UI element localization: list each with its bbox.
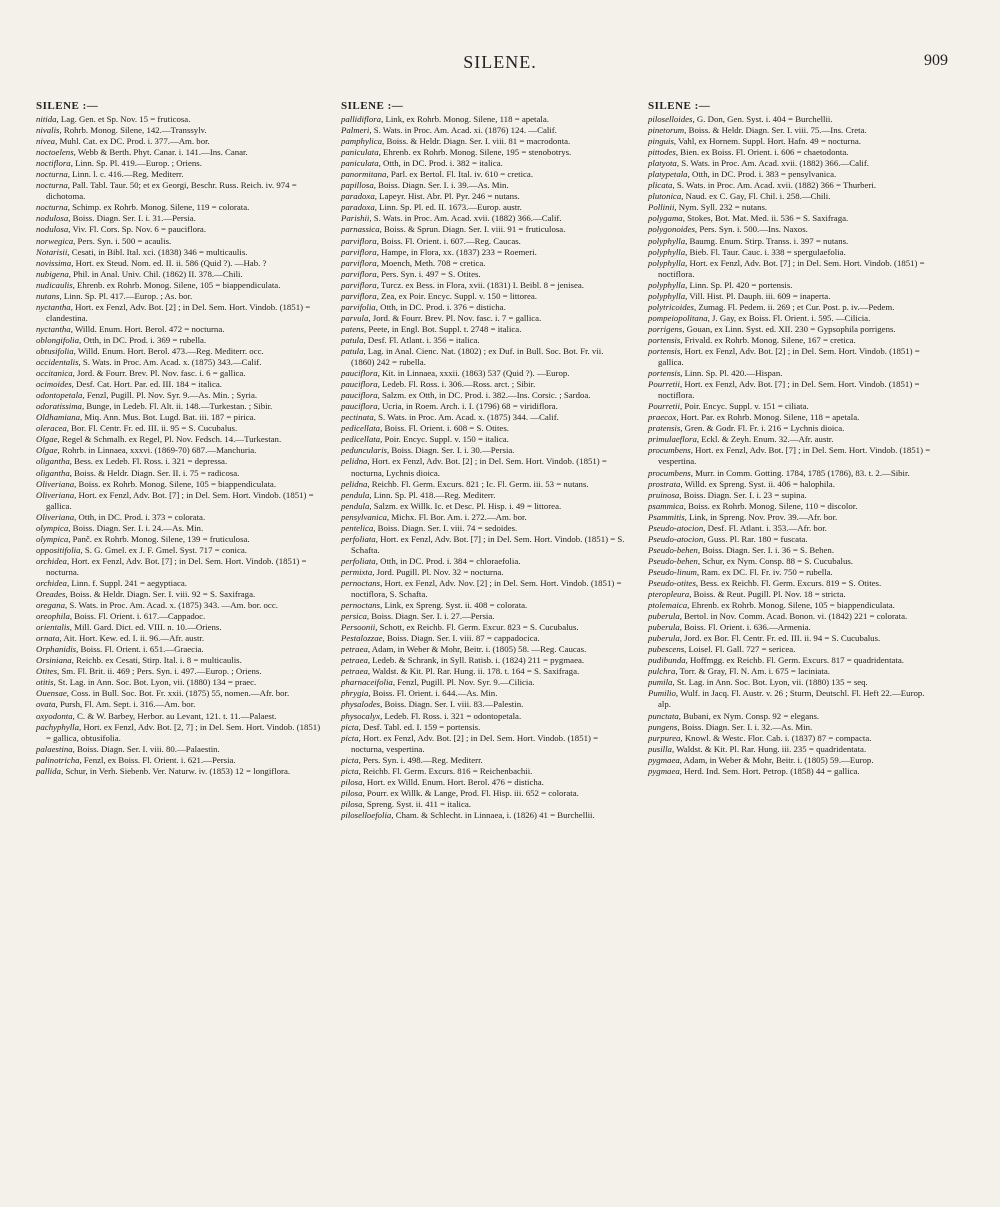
index-entry: ocimoides, Desf. Cat. Hort. Par. ed. III. 184 = italica. xyxy=(36,379,222,390)
index-entry: papillosa, Boiss. Diagn. Ser. I. i. 39.—As. Min. xyxy=(341,180,509,191)
index-entry: piloselloefolia, Cham. & Schlecht. in Linnaea, i. (1826) 41 = Burchellii. xyxy=(341,809,595,820)
index-entry: nivalis, Rohrb. Monog. Silene, 142.—Transsylv. xyxy=(36,125,207,136)
index-entry: petraea, Waldst. & Kit. Pl. Rar. Hung. ii. 178. t. 164 = S. Saxifraga. xyxy=(341,666,580,677)
column-heading: SILENE :— xyxy=(36,100,99,112)
entry-list xyxy=(648,114,936,777)
index-entry: pendula, Salzm. ex Willk. Ic. et Desc. Pl. Hisp. i. 49 = littorea. xyxy=(341,500,562,511)
index-entry: Oliveriana, Boiss. ex Rohrb. Monog. Silene, 105 = biappendiculata. xyxy=(36,478,277,489)
index-entry: nocturna, Linn. l. c. 416.—Reg. Mediterr. xyxy=(36,169,184,180)
page-title: SILENE. xyxy=(463,52,537,72)
index-entry: paniculata, Ehrenb. ex Rohrb. Monog. Silene, 195 = stenobotrys. xyxy=(341,147,572,158)
index-entry: phrygia, Boiss. Fl. Orient. i. 644.—As. Min. xyxy=(341,688,498,699)
index-entry: punctata, Bubani, ex Nym. Consp. 92 = elegans. xyxy=(648,710,820,721)
index-entry: Notarisii, Cesati, in Bibl. Ital. xci. (1838) 346 = multicaulis. xyxy=(36,246,248,257)
index-entry: physalodes, Boiss. Diagn. Ser. I. viii. 83.—Palestin. xyxy=(341,699,524,710)
index-entry: pudibunda, Hoffmgg. ex Reichb. Fl. Germ. Excurs. 817 = quadridentata. xyxy=(648,655,904,666)
index-entry: patula, Lag. in Anal. Cienc. Nat. (1802) ; ex Duf. in Bull. Soc. Bot. Fr. vii. (1860) 242 = rubella. xyxy=(341,345,604,368)
index-entry: pauciflora, Kit. in Linnaea, xxxii. (1863) 537 (Quid ?). —Europ. xyxy=(341,368,570,379)
index-entry: Otites, Sm. Fl. Brit. ii. 469 ; Pers. Syn. i. 497.—Europ. ; Oriens. xyxy=(36,666,262,677)
index-entry: polyphylla, Hort. ex Fenzl, Adv. Bot. [7] ; in Del. Sem. Hort. Vindob. (1851) = noctiflora. xyxy=(648,257,925,279)
index-entry: Palmeri, S. Wats. in Proc. Am. Acad. xi. (1876) 124. —Calif. xyxy=(341,125,557,136)
index-entry: nyctantha, Willd. Enum. Hort. Berol. 472 = nocturna. xyxy=(36,323,225,334)
index-entry: permixta, Jord. Pugill. Pl. Nov. 32 = nocturna. xyxy=(341,566,504,577)
index-entry: orientalis, Mill. Gard. Dict. ed. VIII. n. 10.—Oriens. xyxy=(36,622,222,633)
entry-list xyxy=(341,114,629,821)
index-entry: purpurea, Knowl. & Westc. Flor. Cab. i. (1837) 87 = compacta. xyxy=(648,732,872,743)
index-entry: parviflora, Moench, Meth. 708 = cretica. xyxy=(341,257,486,268)
index-entry: novissima, Hort. ex Steud. Nom. ed. II. ii. 586 (Quid ?). —Hab. ? xyxy=(36,257,267,268)
index-entry: pernoctans, Hort. ex Fenzl, Adv. Nov. [2] ; in Del. Sem. Hort. Vindob. (1851) = noctiflora, S. Schafta. xyxy=(341,577,622,600)
index-entry: peduncularis, Boiss. Diagn. Ser. I. i. 30.—Persia. xyxy=(341,445,515,456)
index-entry: Parishii, S. Wats. in Proc. Am. Acad. xvii. (1882) 366.—Calif. xyxy=(341,213,562,224)
index-entry: oligantha, Boiss. & Heldr. Diagn. Ser. II. i. 75 = radicosa. xyxy=(36,467,240,478)
index-entry: Oldhamiana, Miq. Ann. Mus. Bot. Lugd. Bat. iii. 187 = pirica. xyxy=(36,412,256,423)
index-entry: pratensis, Gren. & Godr. Fl. Fr. i. 216 = Lychnis dioica. xyxy=(648,423,845,434)
index-entry: Olgae, Regel & Schmalh. ex Regel, Pl. Nov. Fedsch. 14.—Turkestan. xyxy=(36,434,282,445)
index-entry: pygmaea, Adam, in Weber & Mohr, Beitr. i. (1805) 59.—Europ. xyxy=(648,754,874,765)
index-entry: pamphylica, Boiss. & Heldr. Diagn. Ser. I. viii. 81 = macrodonta. xyxy=(341,136,571,147)
index-entry: otitis, St. Lag. in Ann. Soc. Bot. Lyon, vii. (1880) 134 = praec. xyxy=(36,677,257,688)
index-entry: Ouensae, Coss. in Bull. Soc. Bot. Fr. xxii. (1875) 55, nomen.—Afr. bor. xyxy=(36,688,290,699)
index-entry: Pseudo-otites, Bess. ex Reichb. Fl. Germ. Excurs. 819 = S. Otites. xyxy=(648,577,882,588)
index-entry: Pseudo-behen, Boiss. Diagn. Ser. I. i. 36 = S. Behen. xyxy=(648,544,835,555)
index-entry: Pollinii, Nym. Syll. 232 = nutans. xyxy=(648,202,768,213)
index-entry: nocturna, Schimp. ex Rohrb. Monog. Silene, 119 = colorata. xyxy=(36,202,250,213)
index-entry: porrigens, Gouan, ex Linn. Syst. ed. XII. 230 = Gypsophila porrigens. xyxy=(648,323,896,334)
index-entry: pilosa, Spreng. Syst. ii. 411 = italica. xyxy=(341,798,471,809)
index-entry: paniculata, Otth, in DC. Prod. i. 382 = italica. xyxy=(341,158,503,169)
index-entry: Pseudo-atocion, Desf. Fl. Atlant. i. 353.—Afr. bor. xyxy=(648,522,827,533)
index-entry: orchidea, Linn. f. Suppl. 241 = aegyptiaca. xyxy=(36,577,187,588)
column-2 xyxy=(341,100,629,821)
index-entry: praecox, Hort. Par. ex Rohrb. Monog. Silene, 118 = apetala. xyxy=(648,412,860,423)
index-entry: picta, Hort. ex Fenzl, Adv. Bot. [2] ; in Del. Sem. Hort. Vindob. (1851) = nocturna, vespertina. xyxy=(341,732,599,754)
index-entry: picta, Pers. Syn. i. 498.—Reg. Mediterr. xyxy=(341,754,483,765)
index-entry: ornata, Ait. Hort. Kew. ed. I. ii. 96.—Afr. austr. xyxy=(36,633,205,644)
index-entry: polygama, Stokes, Bot. Mat. Med. ii. 536 = S. Saxifraga. xyxy=(648,213,849,224)
index-entry: pallidiflora, Link, ex Rohrb. Monog. Silene, 118 = apetala. xyxy=(341,114,549,124)
index-entry: procumbens, Hort. ex Fenzl, Adv. Bot. [7] ; in Del. Sem. Hort. Vindob. (1851) = vespertina. xyxy=(648,445,931,467)
index-entry: pedicellata, Poir. Encyc. Suppl. v. 150 = italica. xyxy=(341,434,509,445)
index-entry: odontopetala, Fenzl, Pugill. Pl. Nov. Syr. 9.—As. Min. ; Syria. xyxy=(36,390,258,401)
index-entry: Psammitis, Link, in Spreng. Nov. Prov. 39.—Afr. bor. xyxy=(648,511,838,522)
index-entry: prostrata, Willd. ex Spreng. Syst. ii. 406 = halophila. xyxy=(648,478,835,489)
index-entry: puberula, Jord. ex Bor. Fl. Centr. Fr. ed. III. ii. 94 = S. Cucubalus. xyxy=(648,633,881,644)
index-entry: parviflora, Turcz. ex Bess. in Flora, xvii. (1831) I. Beibl. 8 = jenisea. xyxy=(341,279,584,290)
index-entry: nodulosa, Boiss. Diagn. Ser. I. i. 31.—Persia. xyxy=(36,213,196,224)
column-3 xyxy=(648,100,936,777)
index-entry: patens, Peete, in Engl. Bot. Suppl. t. 2748 = italica. xyxy=(341,323,522,334)
index-entry: Orsiniana, Reichb. ex Cesati, Stirp. Ital. i. 8 = multicaulis. xyxy=(36,655,242,666)
index-entry: pinguis, Vahl, ex Hornem. Suppl. Hort. Hafn. 49 = nocturna. xyxy=(648,136,861,147)
index-entry: parvula, Jord. & Fourr. Brev. Pl. Nov. fasc. i. 7 = gallica. xyxy=(341,312,542,323)
index-entry: Pestalozzae, Boiss. Diagn. Ser. I. viii. 87 = cappadocica. xyxy=(341,633,540,644)
index-entry: oreophila, Boiss. Fl. Orient. i. 617.—Cappadoc. xyxy=(36,611,206,622)
index-entry: polyphylla, Linn. Sp. Pl. 420 = portensis. xyxy=(648,279,793,290)
index-entry: oppositifolia, S. G. Gmel. ex J. F. Gmel. Syst. 717 = conica. xyxy=(36,544,247,555)
index-entry: pharnaceifolia, Fenzl, Pugill. Pl. Nov. Syr. 9.—Cilicia. xyxy=(341,677,535,688)
index-entry: parviflora, Zea, ex Poir. Encyc. Suppl. v. 150 = littorea. xyxy=(341,290,537,301)
column-1 xyxy=(36,100,324,777)
index-entry: palinotricha, Fenzl, ex Boiss. Fl. Orient. i. 621.—Persia. xyxy=(36,754,236,765)
index-entry: nitida, Lag. Gen. et Sp. Nov. 15 = fruticosa. xyxy=(36,114,191,124)
index-entry: palaestina, Boiss. Diagn. Ser. I. viii. 80.—Palaestin. xyxy=(36,743,220,754)
index-entry: primulaeflora, Eckl. & Zeyh. Enum. 32.—Afr. austr. xyxy=(648,434,834,445)
index-entry: Oreades, Boiss. & Heldr. Diagn. Ser. I. viii. 92 = S. Saxifraga. xyxy=(36,589,256,600)
index-entry: picta, Reichb. Fl. Germ. Excurs. 816 = Reichenbachii. xyxy=(341,765,533,776)
index-entry: Persoonii, Schott, ex Reichb. Fl. Germ. Excur. 823 = S. Cucubalus. xyxy=(341,622,579,633)
index-entry: occidentalis, S. Wats. in Proc. Am. Acad. x. (1875) 343.—Calif. xyxy=(36,357,262,368)
index-entry: plutonica, Naud. ex C. Gay, Fl. Chil. i. 258.—Chili. xyxy=(648,191,831,202)
page-header xyxy=(0,52,1000,88)
index-entry: petraea, Ledeb. & Schrank, in Syll. Ratisb. i. (1824) 211 = pygmaea. xyxy=(341,655,585,666)
index-entry: patula, Desf. Fl. Atlant. i. 356 = italica. xyxy=(341,334,480,345)
index-entry: orchidea, Hort. ex Fenzl, Adv. Bot. [7] ; in Del. Sem. Hort. Vindob. (1851) = nocturna. xyxy=(36,555,307,577)
index-entry: Olgae, Rohrb. in Linnaea, xxxvi. (1869-70) 687.—Manchuria. xyxy=(36,445,257,456)
index-entry: oregana, S. Wats. in Proc. Am. Acad. x. (1875) 343. —Am. bor. occ. xyxy=(36,600,278,611)
index-entry: polyphylla, Vill. Hist. Pl. Dauph. iii. 609 = inaperta. xyxy=(648,290,831,301)
index-entry: pompeiopolitana, J. Gay, ex Boiss. Fl. Orient. i. 595. —Cilicia. xyxy=(648,312,871,323)
index-entry: nubigena, Phil. in Anal. Univ. Chil. (1862) II. 378.—Chili. xyxy=(36,268,243,279)
index-entry: picta, Desf. Tabl. ed. I. 159 = portensis. xyxy=(341,721,481,732)
index-entry: parviflora, Boiss. Fl. Orient. i. 607.—Reg. Caucas. xyxy=(341,235,521,246)
index-entry: polytricoides, Zumag. Fl. Pedem. ii. 269 ; et Cur. Post. p. iv.—Pedem. xyxy=(648,301,895,312)
index-entry: pilosa, Hort. ex Willd. Enum. Hort. Berol. 476 = disticha. xyxy=(341,776,544,787)
index-entry: nocturna, Pall. Tabl. Taur. 50; et ex Georgi, Beschr. Russ. Reich. iv. 974 = dichotoma. xyxy=(36,180,297,202)
index-entry: Orphanidis, Boiss. Fl. Orient. i. 651.—Graecia. xyxy=(36,644,204,655)
index-entry: pusilla, Waldst. & Kit. Pl. Rar. Hung. iii. 235 = quadridentata. xyxy=(648,743,867,754)
index-entry: nyctantha, Hort. ex Fenzl, Adv. Bot. [2] ; in Del. Sem. Hort. Vindob. (1851) = clandestina. xyxy=(36,301,311,323)
index-entry: noctiflora, Linn. Sp. Pl. 419.—Europ. ; Oriens. xyxy=(36,158,202,169)
index-entry: psammica, Boiss. ex Rohrb. Monog. Silene, 110 = discolor. xyxy=(648,500,858,511)
index-entry: physocalyx, Ledeb. Fl. Ross. i. 321 = odontopetala. xyxy=(341,710,522,721)
index-entry: portensis, Frivald. ex Rohrb. Monog. Silene, 167 = cretica. xyxy=(648,334,856,345)
index-entry: pumila, St. Lag. in Ann. Soc. Bot. Lyon, vii. (1880) 135 = seq. xyxy=(648,677,868,688)
page-number: 909 xyxy=(924,52,948,69)
index-entry: Oliveriana, Otth, in DC. Prod. i. 373 = colorata. xyxy=(36,511,206,522)
index-entry: pygmaea, Herd. Ind. Sem. Hort. Petrop. (1858) 44 = gallica. xyxy=(648,765,860,776)
index-entry: polygonoides, Pers. Syn. i. 500.—Ins. Naxos. xyxy=(648,224,808,235)
index-entry: pentelica, Boiss. Diagn. Ser. I. viii. 74 = sedoides. xyxy=(341,522,518,533)
index-entry: pauciflora, Ledeb. Fl. Ross. i. 306.—Ross. arct. ; Sibir. xyxy=(341,379,536,390)
index-entry: pubescens, Loisel. Fl. Gall. 727 = sericea. xyxy=(648,644,796,655)
index-entry: nudicaulis, Ehrenb. ex Rohrb. Monog. Silene, 105 = biappendiculata. xyxy=(36,279,281,290)
index-entry: Oliveriana, Hort. ex Fenzl, Adv. Bot. [7] ; in Del. Sem. Hort. Vindob. (1851) = gallica. xyxy=(36,489,314,511)
index-entry: Pourretii, Hort. ex Fenzl, Adv. Bot. [7] ; in Del. Sem. Hort. Vindob. (1851) = noctiflora. xyxy=(648,379,920,401)
index-entry: pinetorum, Boiss. & Heldr. Diagn. Ser. I. viii. 75.—Ins. Creta. xyxy=(648,125,867,136)
index-entry: oxyodonta, C. & W. Barbey, Herbor. au Levant, 121. t. 11.—Palaest. xyxy=(36,710,277,721)
index-entry: perfoliata, Hort. ex Fenzl, Adv. Bot. [7] ; in Del. Sem. Hort. Vindob. (1851) = S. Schafta. xyxy=(341,533,625,555)
index-entry: perfoliata, Otth, in DC. Prod. i. 384 = chloraefolia. xyxy=(341,555,521,566)
index-entry: occitanica, Jord. & Fourr. Brev. Pl. Nov. fasc. i. 6 = gallica. xyxy=(36,368,246,379)
index-entry: polyphylla, Baumg. Enum. Stirp. Transs. i. 397 = nutans. xyxy=(648,235,849,246)
index-entry: noctoelens, Webb & Berth. Phyt. Canar. i. 141.—Ins. Canar. xyxy=(36,147,248,158)
index-entry: pelidna, Reichb. Fl. Germ. Excurs. 821 ; Ic. Fl. Germ. iii. 53 = nutans. xyxy=(341,478,589,489)
index-entry: portensis, Linn. Sp. Pl. 420.—Hispan. xyxy=(648,368,783,379)
index-entry: pelidna, Hort. ex Fenzl, Adv. Bot. [2] ; in Del. Sem. Hort. Vindob. (1851) = nocturna, Lychnis dioica. xyxy=(341,456,607,478)
index-entry: oligantha, Bess. ex Ledeb. Fl. Ross. i. 321 = depressa. xyxy=(36,456,228,467)
index-entry: Pumilio, Wulf. in Jacq. Fl. Austr. v. 26 ; Sturm, Deutschl. Fl. Heft 22.—Europ. alp. xyxy=(648,688,925,710)
index-entry: Pourretii, Poir. Encyc. Suppl. v. 151 = ciliata. xyxy=(648,401,809,412)
index-entry: puberula, Boiss. Fl. Orient. i. 636.—Armenia. xyxy=(648,622,811,633)
entry-list xyxy=(36,114,324,777)
index-entry: olympica, Boiss. Diagn. Ser. I. i. 24.—As. Min. xyxy=(36,522,204,533)
index-entry: Pseudo-atocion, Guss. Pl. Rar. 180 = fuscata. xyxy=(648,533,808,544)
index-entry: paradoxa, Lapeyr. Hist. Abr. Pl. Pyr. 246 = nutans. xyxy=(341,191,520,202)
index-entry: pteropleura, Boiss. & Reut. Pugill. Pl. Nov. 18 = stricta. xyxy=(648,589,846,600)
index-entry: pittodes, Bien. ex Boiss. Fl. Orient. i. 606 = chaetodonta. xyxy=(648,147,849,158)
index-entry: pungens, Boiss. Diagn. Ser. I. i. 32.—As. Min. xyxy=(648,721,813,732)
index-entry: oblongifolia, Otth, in DC. Prod. i. 369 = rubella. xyxy=(36,334,207,345)
index-entry: pruinosa, Boiss. Diagn. Ser. I. i. 23 = supina. xyxy=(648,489,807,500)
index-entry: polyphylla, Bieb. Fl. Taur. Cauc. i. 338 = spergulaefolia. xyxy=(648,246,846,257)
index-entry: pachyphylla, Hort. ex Fenzl, Adv. Bot. [2, 7] ; in Del. Sem. Hort. Vindob. (1851) = gallica, obtusifolia. xyxy=(36,721,321,743)
index-entry: platypetala, Otth, in DC. Prod. i. 383 = pensylvanica. xyxy=(648,169,837,180)
index-entry: Pseudo-linum, Ram. ex DC. Fl. Fr. iv. 750 = rubella. xyxy=(648,566,833,577)
index-entry: petraea, Adam, in Weber & Mohr, Beitr. i. (1805) 58. —Reg. Caucas. xyxy=(341,644,587,655)
index-entry: plicata, S. Wats. in Proc. Am. Acad. xvii. (1882) 366 = Thurberi. xyxy=(648,180,876,191)
index-entry: portensis, Hort. ex Fenzl, Adv. Bot. [2] ; in Del. Sem. Hort. Vindob. (1851) = gallica. xyxy=(648,345,920,368)
index-entry: paradoxa, Linn. Sp. Pl. ed. II. 1673.—Europ. austr. xyxy=(341,202,522,213)
index-entry: persica, Boiss. Diagn. Ser. I. i. 27.—Persia. xyxy=(341,611,495,622)
index-entry: parvifolia, Otth, in DC. Prod. i. 376 = disticha. xyxy=(341,301,506,312)
index-entry: pedicellata, Boiss. Fl. Orient. i. 608 = S. Otites. xyxy=(341,423,509,434)
index-entry: norwegica, Pers. Syn. i. 500 = acaulis. xyxy=(36,235,172,246)
index-entry: procumbens, Murr. in Comm. Gotting. 1784, 1785 (1786), 83. t. 2.—Sibir. xyxy=(648,467,910,478)
index-entry: nivea, Muhl. Cat. ex DC. Prod. i. 377.—Am. bor. xyxy=(36,136,210,147)
index-entry: Pseudo-behen, Schur, ex Nym. Consp. 88 = S. Cucubalus. xyxy=(648,555,853,566)
index-entry: pendula, Linn. Sp. Pl. 418.—Reg. Mediterr. xyxy=(341,489,496,500)
index-entry: platyota, S. Wats. in Proc. Am. Acad. xvii. (1882) 366.—Calif. xyxy=(648,158,870,169)
index-entry: pernoctans, Link, ex Spreng. Syst. ii. 408 = colorata. xyxy=(341,600,528,611)
index-entry: pallida, Schur, in Verh. Siebenb. Ver. Naturw. iv. (1853) 12 = longiflora. xyxy=(36,765,291,776)
index-entry: pilosa, Pourr. ex Willk. & Lange, Prod. Fl. Hisp. iii. 652 = colorata. xyxy=(341,787,579,798)
index-entry: ovata, Pursh, Fl. Am. Sept. i. 316.—Am. bor. xyxy=(36,699,196,710)
index-entry: piloselloides, G. Don, Gen. Syst. i. 404 = Burchellii. xyxy=(648,114,833,124)
index-entry: nutans, Linn. Sp. Pl. 417.—Europ. ; As. bor. xyxy=(36,290,193,301)
index-entry: parviflora, Pers. Syn. i. 497 = S. Otites. xyxy=(341,268,481,279)
index-entry: puberula, Bertol. in Nov. Comm. Acad. Bonon. vi. (1842) 221 = colorata. xyxy=(648,611,908,622)
column-heading: SILENE :— xyxy=(648,100,711,112)
column-heading: SILENE :— xyxy=(341,100,404,112)
index-entry: pauciflora, Ucria, in Roem. Arch. i. I. (1796) 68 = viridiflora. xyxy=(341,401,558,412)
index-entry: olympica, Panč. ex Rohrb. Monog. Silene, 139 = fruticulosa. xyxy=(36,533,250,544)
index-entry: parviflora, Hampe, in Flora, xx. (1837) 233 = Roemeri. xyxy=(341,246,537,257)
index-entry: obtusifolia, Willd. Enum. Hort. Berol. 473.—Reg. Mediterr. occ. xyxy=(36,345,264,356)
index-entry: pectinata, S. Wats. in Proc. Am. Acad. x. (1875) 344. —Calif. xyxy=(341,412,559,423)
index-entry: oleracea, Bor. Fl. Centr. Fr. ed. III. ii. 95 = S. Cucubalus. xyxy=(36,423,238,434)
index-entry: panormitana, Parl. ex Bertol. Fl. Ital. iv. 610 = cretica. xyxy=(341,169,534,180)
index-entry: ptolemaica, Ehrenb. ex Rohrb. Monog. Silene, 105 = biappendiculata. xyxy=(648,600,895,611)
index-entry: pensylvanica, Michx. Fl. Bor. Am. i. 272.—Am. bor. xyxy=(341,511,527,522)
index-entry: odoratissima, Bunge, in Ledeb. Fl. Alt. ii. 148.—Turkestan. ; Sibir. xyxy=(36,401,273,412)
index-entry: parnassica, Boiss. & Sprun. Diagn. Ser. I. viii. 91 = fruticulosa. xyxy=(341,224,566,235)
index-entry: pulchra, Torr. & Gray, Fl. N. Am. i. 675 = laciniata. xyxy=(648,666,830,677)
index-entry: nodulosa, Viv. Fl. Cors. Sp. Nov. 6 = pauciflora. xyxy=(36,224,207,235)
index-entry: pauciflora, Salzm. ex Otth, in DC. Prod. i. 382.—Ins. Corsic. ; Sardoa. xyxy=(341,390,591,401)
